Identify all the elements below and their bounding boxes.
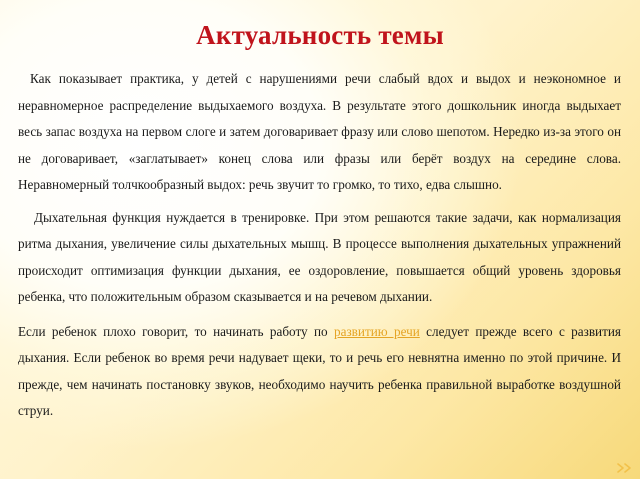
paragraph-speech-development-start: Если ребенок плохо говорит, то начинать работу по [18, 323, 335, 339]
paragraph-practice: Как показывает практика, у детей с нарушениями речи слабый вдох и выдох и неэкономное и неравномерное распределение выдыхаемого воздуха. В результате этого дошкольник иногда выдыхает весь запас воздуха на первом слоге и затем договаривает фразу или слово шепотом. Нередко из-за этого он не договаривает, «заглатывает» конец слова или фразы или берёт воздух на середине слова. Неравномерный толчкообразный выдох: речь звучит то громко, то тихо, едва слышно. [18, 71, 621, 192]
double-chevron-right-icon[interactable] [615, 462, 635, 474]
paragraph-breathing-function: Дыхательная функция нуждается в тренировке. При этом решаются такие задачи, как нормализация ритма дыхания, увеличение силы дыхательных мышц. В процессе выполнения дыхательных упражнений происходит оптимизация функции дыхания, ее оздоровление, повышается общий уровень здоровья ребенка, что положительным образом сказывается и на речевом дыхании. [18, 209, 621, 304]
slide-body [18, 66, 621, 425]
paragraph-speech-development [18, 319, 621, 425]
slide-title: Актуальность темы [196, 20, 444, 50]
speech-development-link[interactable]: развитию речи [334, 323, 420, 339]
paragraph-speech-development-end: следует прежде всего с развития дыхания. Если ребенок во время речи надувает щеки, то и речь его невнятна именно по этой причине. И прежде, чем начинать постановку звуков, необходимо научить ребенка правильной выработке воздушной струи. [18, 323, 621, 418]
